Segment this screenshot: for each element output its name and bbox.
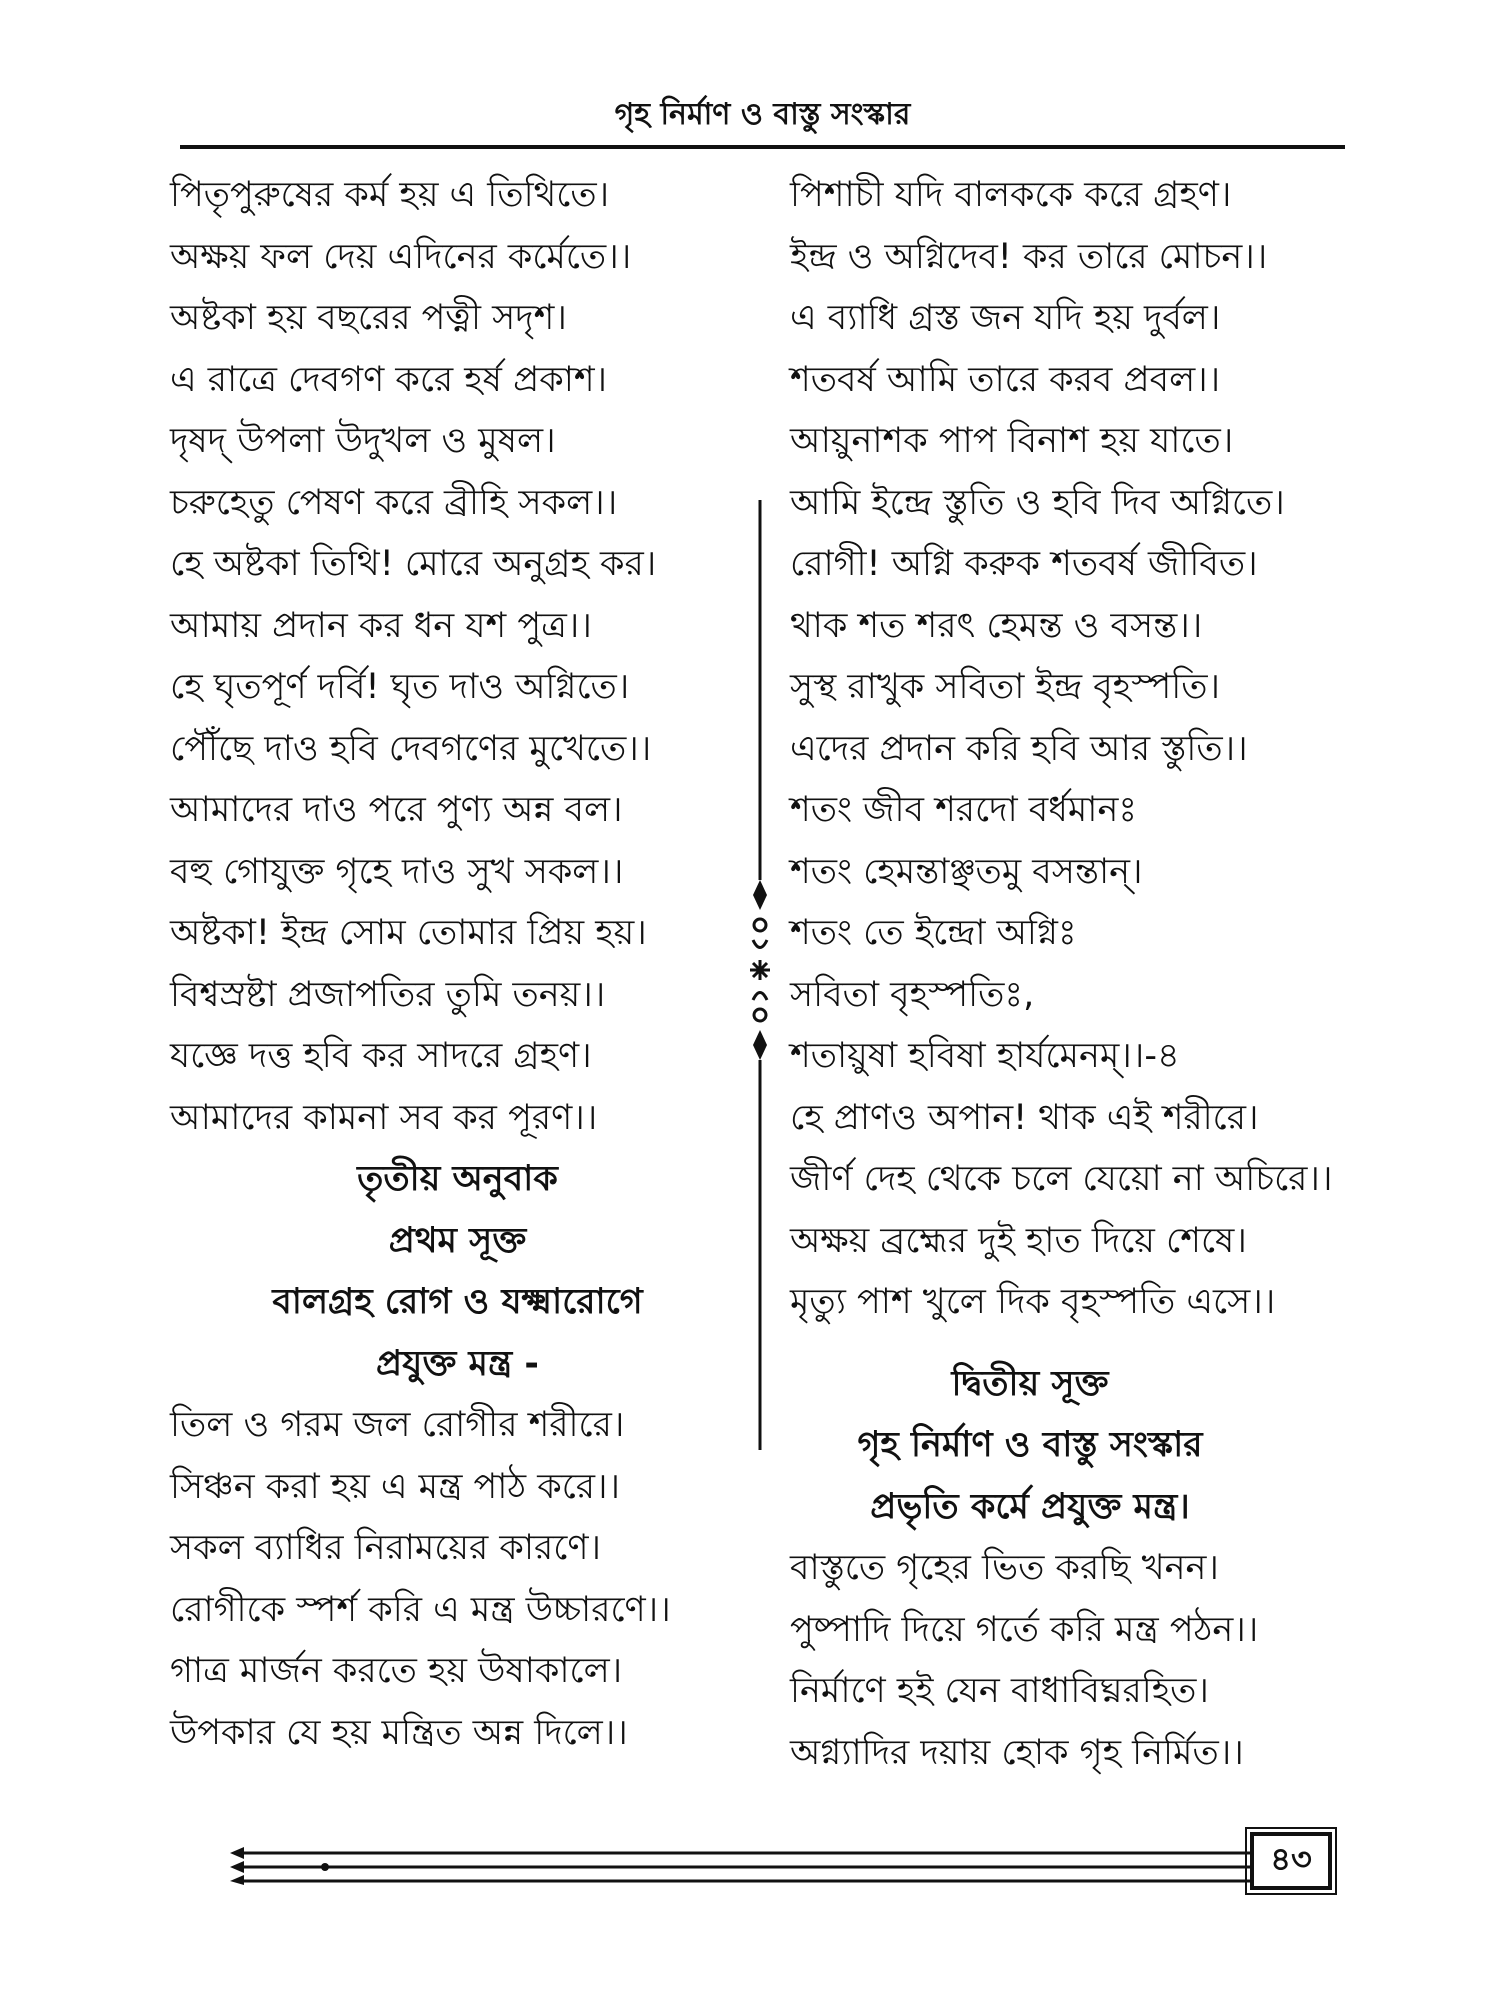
verse-line: আমি ইন্দ্রে স্তুতি ও হবি দিব অগ্নিতে। [790,482,1285,523]
page-header: গৃহ নির্মাণ ও বাস্তু সংস্কার [614,97,911,132]
verse-line: রোগী! অগ্নি করুক শতবর্ষ জীবিত। [790,544,1258,584]
verse-line: অষ্টকা! ইন্দ্র সোম তোমার প্রিয় হয়। [170,913,647,953]
verse-line: উপকার যে হয় মন্ত্রিত অন্ন দিলে।। [170,1712,628,1753]
verse-line: জীর্ণ দেহ থেকে চলে যেয়ো না অচিরে।। [790,1159,1333,1199]
verse-line: এ ব্যাধি গ্রস্ত জন যদি হয় দুর্বল। [790,298,1221,338]
verse-line: অক্ষয় ফল দেয় এদিনের কর্মেতে।। [170,236,632,277]
section-heading: দ্বিতীয় সূক্ত [951,1363,1109,1404]
spacer [790,1334,1350,1354]
verse-line: তিল ও গরম জল রোগীর শরীরে। [170,1405,625,1445]
verse-line: শতং হেমন্তাঞ্ছতমু বসন্তান্। [790,851,1143,892]
verse-line: থাক শত শরৎ হেমন্ত ও বসন্ত।। [790,605,1203,646]
verse-line: এ রাত্রে দেবগণ করে হর্ষ প্রকাশ। [170,359,608,400]
section-heading: গৃহ নির্মাণ ও বাস্তু সংস্কার [857,1425,1203,1465]
verse-line: যজ্ঞে দত্ত হবি কর সাদরে গ্রহণ। [170,1036,592,1076]
verse-line: রোগীকে স্পর্শ করি এ মন্ত্র উচ্চারণে।। [170,1589,671,1630]
section-heading: বালগ্রহ রোগ ও যক্ষ্মারোগে [272,1282,643,1322]
verse-line: আয়ুনাশক পাপ বিনাশ হয় যাতে। [790,421,1234,461]
verse-line: গাত্র মার্জন করতে হয় উষাকালে। [170,1651,623,1691]
verse-line: আমায় প্রদান কর ধন যশ পুত্র।। [170,605,592,646]
verse-line: দৃষদ্ উপলা উদুখল ও মুষল। [170,421,556,461]
verse-line: সকল ব্যাধির নিরাময়ের কারণে। [170,1528,602,1568]
verse-line: পিতৃপুরুষের কর্ম হয় এ তিথিতে। [170,175,610,215]
section-heading: প্রযুক্ত মন্ত্র - [376,1343,539,1384]
verse-line: হে অষ্টকা তিথি! মোরে অনুগ্রহ কর। [170,544,657,584]
verse-line: পুষ্পাদি দিয়ে গর্তে করি মন্ত্র পঠন।। [790,1609,1259,1650]
section-heading: প্রথম সূক্ত [388,1220,527,1261]
verse-line: সবিতা বৃহস্পতিঃ, [790,974,1035,1015]
section-heading: তৃতীয় অনুবাক [357,1159,558,1199]
verse-line: মৃত্যু পাশ খুলে দিক বৃহস্পতি এসে।। [790,1282,1276,1322]
verse-line: অগ্ন্যাদির দয়ায় হোক গৃহ নির্মিত।। [790,1732,1244,1773]
verse-line: হে ঘৃতপূর্ণ দর্বি! ঘৃত দাও অগ্নিতে। [170,667,630,707]
footer-rule-ornament [230,1845,1250,1885]
verse-line: সুস্থ রাখুক সবিতা ইন্দ্র বৃহস্পতি। [790,667,1221,707]
verse-line: সিঞ্চন করা হয় এ মন্ত্র পাঠ করে।। [170,1466,621,1507]
verse-line: আমাদের দাও পরে পুণ্য অন্ন বল। [170,790,623,830]
verse-line: শতং জীব শরদো বর্ধমানঃ [790,790,1138,830]
verse-line: বিশ্বস্রষ্টা প্রজাপতির তুমি তনয়।। [170,974,606,1015]
verse-line: শতায়ুষা হবিষা হার্যমেনম্।।-৪ [790,1036,1180,1076]
left-column [170,165,745,1764]
verse-line: অষ্টকা হয় বছরের পত্নী সদৃশ। [170,298,567,338]
verse-line: নির্মাণে হই যেন বাধাবিঘ্নরহিত। [790,1671,1209,1711]
page-number: ৪৩ [1250,1832,1332,1890]
verse-line: বহু গোযুক্ত গৃহে দাও সুখ সকল।। [170,851,624,892]
verse-line: আমাদের কামনা সব কর পূরণ।। [170,1097,598,1138]
column-divider-ornament [745,500,775,1450]
verse-line: অক্ষয় ব্রহ্মের দুই হাত দিয়ে শেষে। [790,1220,1247,1261]
verse-line: পৌঁছে দাও হবি দেবগণের মুখেতে।। [170,728,652,769]
verse-line: হে প্রাণও অপান! থাক এই শরীরে। [790,1097,1259,1138]
verse-line: পিশাচী যদি বালককে করে গ্রহণ। [790,175,1232,215]
section-heading: প্রভৃতি কর্মে প্রযুক্ত মন্ত্র। [870,1486,1190,1527]
verse-line: বাস্তুতে গৃহের ভিত করছি খনন। [790,1548,1219,1588]
verse-line: শতবর্ষ আমি তারে করব প্রবল।। [790,359,1221,400]
verse-line: এদের প্রদান করি হবি আর স্তুতি।। [790,728,1248,769]
verse-line: চরুহেতু পেষণ করে ব্রীহি সকল।। [170,482,618,523]
verse-line: শতং তে ইন্দ্রো অগ্নিঃ [790,913,1077,953]
verse-line: ইন্দ্র ও অগ্নিদেব! কর তারে মোচন।। [790,236,1268,277]
header-rule [180,145,1345,149]
right-column [790,165,1350,1784]
